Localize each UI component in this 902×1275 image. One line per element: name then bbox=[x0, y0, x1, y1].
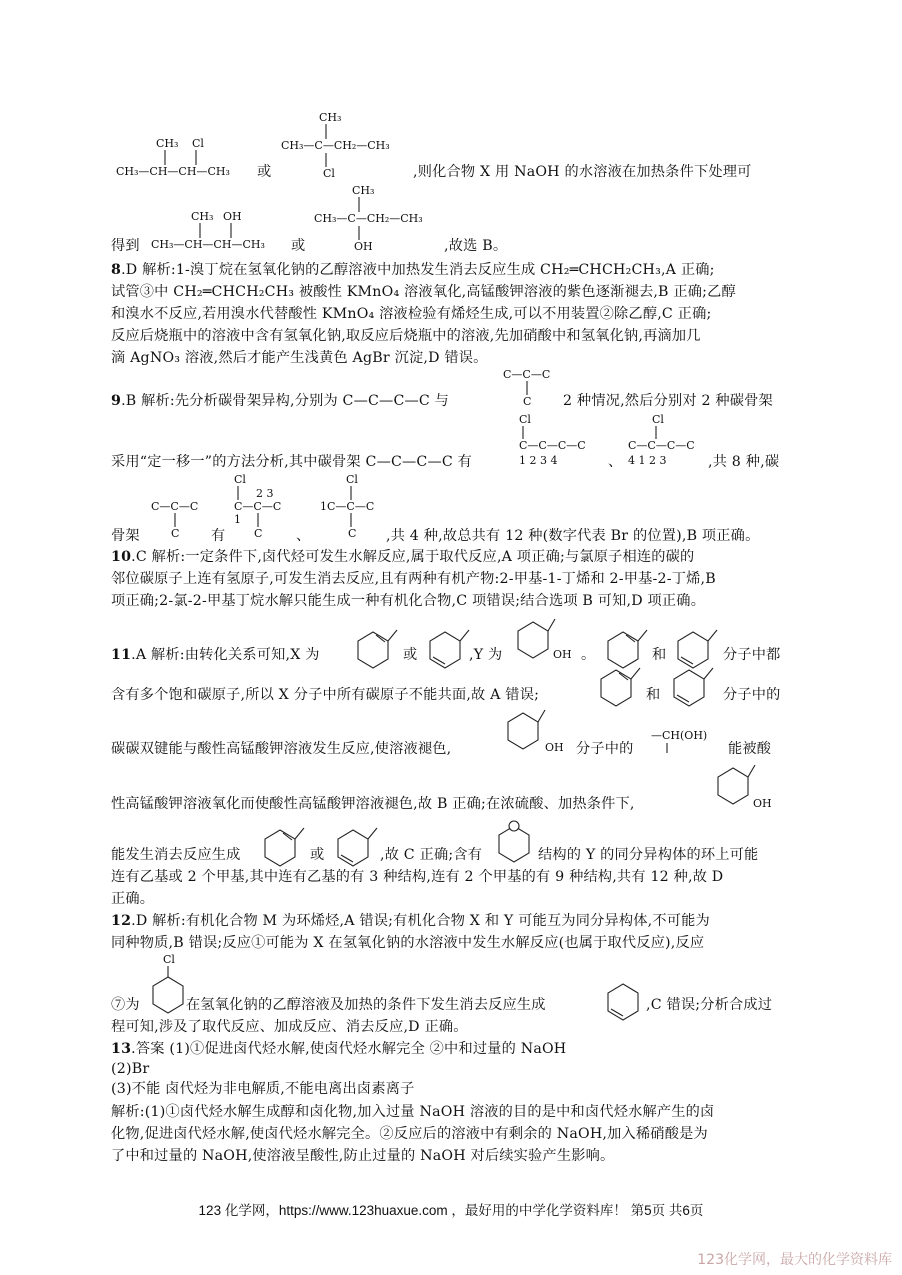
q12-line-c1: ⑦为 bbox=[111, 997, 140, 1013]
q9-line-b2: ,共 8 种,碳 bbox=[708, 454, 780, 470]
q11-line-a6: 分子中都 bbox=[723, 647, 781, 663]
methylcyclohexene-ring-6 bbox=[667, 660, 717, 710]
q11-line-a5: 和 bbox=[652, 647, 667, 663]
q11-line-b3: 分子中的 bbox=[723, 687, 781, 703]
q11-line-b1: 含有多个饱和碳原子,所以 X 分子中所有碳原子不能共面,故 A 错误; bbox=[111, 687, 540, 703]
q11-line-a3: ,Y 为 bbox=[469, 647, 503, 663]
formula-3-bonds bbox=[151, 210, 291, 250]
or-text: 或 bbox=[257, 164, 272, 180]
branched-a-bonds bbox=[234, 473, 294, 533]
list-separator: 、 bbox=[608, 454, 623, 470]
q10-line-b: 邻位碳原子上连有氢原子,可发生消去反应,且有两种有机产物:2-甲基-1-丁烯和 2-甲基-2-丁烯,B bbox=[111, 571, 716, 587]
q11-line-b2: 和 bbox=[646, 687, 661, 703]
ch-oh-group: —CH(OH) bbox=[651, 729, 708, 742]
q11-line-e3: ,故 C 正确;含有 bbox=[380, 847, 483, 863]
cl-label: Cl bbox=[163, 953, 175, 966]
q13-line-a: 13.答案 (1)①促进卤代烃水解,使卤代烃水解完全 ②中和过量的 NaOH bbox=[111, 1041, 567, 1057]
chlorocyclohexane-ring bbox=[146, 963, 196, 1023]
watermark: 123化学网，最大的化学资料库 bbox=[697, 1252, 892, 1268]
q9-line-a2: 2 种情况,然后分别对 2 种碳骨架 bbox=[563, 393, 773, 409]
formula-2-bonds bbox=[281, 111, 421, 181]
q11-line-g: 正确。 bbox=[111, 891, 155, 907]
q9-line-a: 9.B 解析:先分析碳骨架异构,分别为 C—C—C—C 与 bbox=[111, 393, 450, 409]
q13-line-f: 了中和过量的 NaOH,使溶液呈酸性,防止过量的 NaOH 对后续实验产生影响。 bbox=[111, 1148, 615, 1164]
methylcyclohexene-ring-8 bbox=[331, 820, 381, 870]
q8-line-c: 和溴水不反应,若用溴水代替酸性 KMnO₄ 溶液检验有烯烃生成,可以不用装置②除乙醇,C 正确; bbox=[111, 306, 712, 322]
q8-line-a: 8.D 解析:1-溴丁烷在氢氧化钠的乙醇溶液中加热发生消去反应生成 CH₂═CHCH₂CH₃,A 正确; bbox=[111, 262, 715, 278]
branched-plain-bond bbox=[151, 500, 211, 530]
q9-line-c1: 骨架 bbox=[111, 528, 140, 544]
q11-line-a2: 或 bbox=[403, 647, 418, 663]
branched-skeleton-bond bbox=[503, 368, 563, 398]
oh-label: OH bbox=[753, 797, 772, 810]
q12-line-c2: 在氢氧化钠的乙醇溶液及加热的条件下发生消去反应生成 bbox=[186, 997, 546, 1013]
q9-line-b: 采用“定一移一”的方法分析,其中碳骨架 C—C—C—C 有 bbox=[111, 454, 473, 470]
oh-label: OH bbox=[545, 741, 564, 754]
methylcyclohexene-ring-2 bbox=[423, 622, 473, 672]
q13-line-c: (3)不能 卤代烃为非电解质,不能电离出卤素离子 bbox=[111, 1081, 415, 1097]
document-page: CH₃ Cl CH₃—CH—CH—CH₃ 或 CH₃ CH₃—C—CH₂—CH₃ Cl ,则化合物 X 用 NaOH 的水溶液在加热条件下处理可 得到 CH₃ OH CH₃—CH—CH—CH₃ 或 CH₃ CH₃—C—CH₂—CH₃ OH ,故选 B。 8.D 解析:1-溴丁烷在氢氧化钠的乙醇溶液中加热发生消去反应生成 CH₂═CHCH₂CH₃,A 正确; 试管③中 CH₂═CHCH₂CH₃ 被酸性 KMnO₄ 溶液氧化,高锰酸钾溶液的紫色逐渐褪去,B 正确;乙醇 和溴水不反应,若用溴水代替酸性 KMnO₄ 溶液检验有烯烃生成,可以不用装置②除乙醇,C 正确; 反应后烧瓶中的溶液中含有氢氧化钠,取反应后烧瓶中的溶液,先加硝酸中和氢氧化钠,再滴加几 滴 AgNO₃ 溶液,然后才能产生浅黄色 AgBr 沉淀,D 错误。 9.B 解析:先分析碳骨架异构,分别为 C—C—C—C 与 C—C—C C 2 种情况,然后分别对 2 种碳骨架 采用“定一移一”的方法分析,其中碳骨架 C—C—C—C 有 Cl C—C—C—C 1 2 3 4 、 Cl C—C—C—C 4 1 2 3 ,共 8 种,碳 骨架 C—C—C C 有 Cl 2 3 C—C—C 1 C 、 Cl 1C—C—C C ,共 4 种,故总共有 12 种(数字代表 Br 的位置),B 项正确。 10.C 解析:一定条件下,卤代烃可发生水解反应,属于取代反应,A 项正确;与氯原子相连的碳的 邻位碳原子上连有氢原子,可发生消去反应,且有两种有机产物:2-甲基-1-丁烯和 2-甲基-2-丁烯,B 项正确;2-氯-2-甲基丁烷水解只能生成一种有机化合物,C 项错误;结合选项 B 可知,D 项正确。 11.A 解析:由转化关系可知,X 为 或 ,Y 为 OH 。 和 分子中都 含有多个饱和碳原子,所以 X 分子中所有碳原子不能共面,故 A 错误; 和 分子中的 碳碳双键能与酸性高锰酸钾溶液发生反应,使溶液褪色, OH 分子中的 —CH(OH) 能被酸 性高锰酸钾溶液氧化而使酸性高锰酸钾溶液褪色,故 B 正确;在浓硫酸、加热条件下, OH 能发生消去反应生成 或 ,故 C 正确;含有 结构的 Y 的同分异构体的环上可能 连有乙基或 2 个甲基,其中连有乙基的有 3 种结构,连有 2 个甲基的有 9 种结构,共有 12 种,故 D 正确。 12.D 解析:有机化合物 M 为环烯烃,A 错误;有机化合物 X 和 Y 可能互为同分异构体,不可能为 同种物质,B 错误;反应①可能为 X 在氢氧化钠的水溶液中发生水解反应(也属于取代反应),反应 ⑦为 Cl 在氢氧化钠的乙醇溶液及加热的条件下发生消去反应生成 ,C 错误;分析合成过 程可知,涉及了取代反应、加成反应、消去反应,D 正确。 13.答案 (1)①促进卤代烃水解,使卤代烃水解完全 ②中和过量的 NaOH (2)Br (3)不能 卤代烃为非电解质,不能电离出卤素离子 解析:(1)①卤代烃水解生成醇和卤化物,加入过量 NaOH 溶液的目的是中和卤代烃水解产生的卤 化物,促进卤代烃水解,使卤代烃水解完全。②反应后的溶液中有剩余的 NaOH,加入稀硝酸是为 了中和过量的 NaOH,使溶液呈酸性,防止过量的 NaOH 对后续实验产生影响。 123 化学网，https://www.123huaxue.com ，最好用的中学化学资料库！ 第5页 共6页 123化学网，最大的化学资料库 bbox=[0, 0, 902, 1275]
q7-line2-post: ,故选 B。 bbox=[444, 238, 508, 254]
methylcyclohexene-ring-1 bbox=[351, 622, 401, 672]
q13-line-e: 化物,促进卤代烃水解,使卤代烃水解完全。②反应后的溶液中有剩余的 NaOH,加入稀硝酸是为 bbox=[111, 1126, 708, 1142]
skeleton-b-bond bbox=[628, 413, 718, 443]
q13-line-d: 解析:(1)①卤代烃水解生成醇和卤化物,加入过量 NaOH 溶液的目的是中和卤代烃水解产生的卤 bbox=[111, 1104, 715, 1120]
q11-line-c3: 能被酸 bbox=[728, 741, 772, 757]
q12-line-a: 12.D 解析:有机化合物 M 为环烯烃,A 错误;有机化合物 X 和 Y 可能互为同分异构体,不可能为 bbox=[111, 913, 710, 929]
formula-1-bonds bbox=[116, 137, 256, 177]
q12-line-d: 程可知,涉及了取代反应、加成反应、消去反应,D 正确。 bbox=[111, 1019, 468, 1035]
methylcyclohexanol-ring-2 bbox=[501, 703, 551, 753]
q8-line-d: 反应后烧瓶中的溶液中含有氢氧化钠,取反应后烧瓶中的溶液,先加硝酸中和氢氧化钠,再滴加几 bbox=[111, 328, 701, 344]
q11-line-e4: 结构的 Y 的同分异构体的环上可能 bbox=[538, 847, 759, 863]
q11-line-d1: 性高锰酸钾溶液氧化而使酸性高锰酸钾溶液褪色,故 B 正确;在浓硫酸、加热条件下, bbox=[111, 796, 635, 812]
q11-line-e1: 能发生消去反应生成 bbox=[111, 847, 241, 863]
q9-line-c2: 有 bbox=[211, 528, 226, 544]
q7-line2-pre: 得到 bbox=[111, 238, 140, 254]
q12-line-b: 同种物质,B 错误;反应①可能为 X 在氢氧化钠的水溶液中发生水解反应(也属于取代反应),反应 bbox=[111, 935, 705, 951]
methylcyclohexene-ring-7 bbox=[258, 820, 308, 870]
q11-line-f: 连有乙基或 2 个甲基,其中连有乙基的有 3 种结构,连有 2 个甲基的有 9 种结构,共有 12 种,故 D bbox=[111, 869, 724, 885]
q11-line-e2: 或 bbox=[310, 847, 325, 863]
page-footer: 123 化学网，https://www.123huaxue.com ，最好用的中学化学资料库！ 第5页 共6页 bbox=[198, 1203, 704, 1218]
ch-oh-bond bbox=[651, 729, 731, 759]
branched-b-bonds bbox=[320, 473, 390, 533]
q11-line-c2: 分子中的 bbox=[576, 741, 634, 757]
oxane-ring bbox=[492, 816, 542, 866]
q11-line-a4: 。 bbox=[581, 647, 596, 663]
q8-line-b: 试管③中 CH₂═CHCH₂CH₃ 被酸性 KMnO₄ 溶液氧化,高锰酸钾溶液的紫色逐渐褪去,B 正确;乙醇 bbox=[111, 284, 736, 300]
q10-line-c: 项正确;2-氯-2-甲基丁烷水解只能生成一种有机化合物,C 项错误;结合选项 B 可知,D 项正确。 bbox=[111, 593, 706, 609]
q8-line-e: 滴 AgNO₃ 溶液,然后才能产生浅黄色 AgBr 沉淀,D 错误。 bbox=[111, 350, 488, 366]
or-text: 或 bbox=[291, 238, 306, 254]
q7-line1: ,则化合物 X 用 NaOH 的水溶液在加热条件下处理可 bbox=[413, 164, 752, 180]
q10-line-a: 10.C 解析:一定条件下,卤代烃可发生水解反应,属于取代反应,A 项正确;与氯原子相连的碳的 bbox=[111, 549, 695, 565]
cyclohexene-ring bbox=[601, 978, 651, 1028]
q12-line-c3: ,C 错误;分析合成过 bbox=[646, 997, 773, 1013]
q11-line-c1: 碳碳双键能与酸性高锰酸钾溶液发生反应,使溶液褪色, bbox=[111, 741, 452, 757]
methylcyclohexene-ring-5 bbox=[594, 660, 644, 710]
q13-line-b: (2)Br bbox=[111, 1061, 150, 1077]
q9-line-c4: ,共 4 种,故总共有 12 种(数字代表 Br 的位置),B 项正确。 bbox=[386, 528, 760, 544]
q11-line-a1: 11.A 解析:由转化关系可知,X 为 bbox=[111, 647, 320, 663]
q9-line-c3: 、 bbox=[296, 528, 311, 544]
skeleton-a-bond bbox=[519, 413, 609, 443]
formula-4-bonds bbox=[314, 184, 454, 254]
oh-label: OH bbox=[553, 648, 572, 661]
